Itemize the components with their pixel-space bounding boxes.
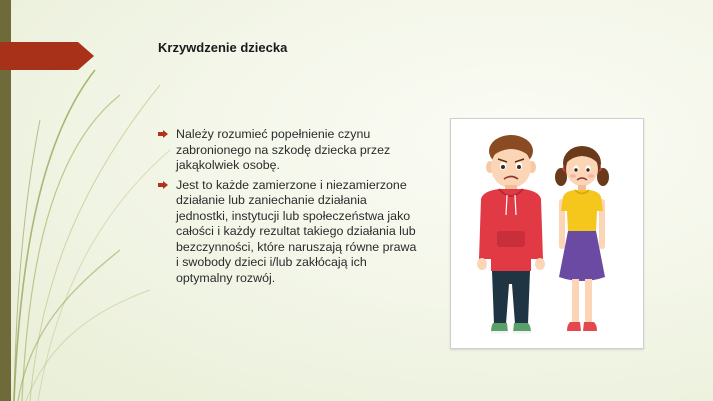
bullet-item — [158, 178, 420, 287]
illustration-frame — [450, 118, 644, 349]
bullet-item — [158, 127, 420, 174]
girl-figure — [555, 146, 609, 331]
bullet-text: Należy rozumieć popełnienie czynu zabronionego na szkodę dziecka przez jakąkolwiek osobę. — [176, 127, 391, 172]
sad-children-illustration-icon — [451, 119, 643, 348]
slide-title: Krzywdzenie dziecka — [158, 40, 288, 55]
arrow-bullet-icon — [158, 130, 168, 138]
bullet-text: Jest to każde zamierzone i niezamierzone działanie lub zaniechanie działania jednostki, instytucji lub społeczeństwa jako całości i każdy rezultat takiego działania lub bezczynności, które naruszają równe prawa i swobody dzieci i/lub zakłócają ich optymalny rozwój. — [176, 177, 417, 285]
bullet-list — [158, 127, 420, 290]
title-accent-banner — [0, 42, 94, 70]
arrow-bullet-icon — [158, 181, 168, 189]
boy-figure — [477, 135, 545, 334]
